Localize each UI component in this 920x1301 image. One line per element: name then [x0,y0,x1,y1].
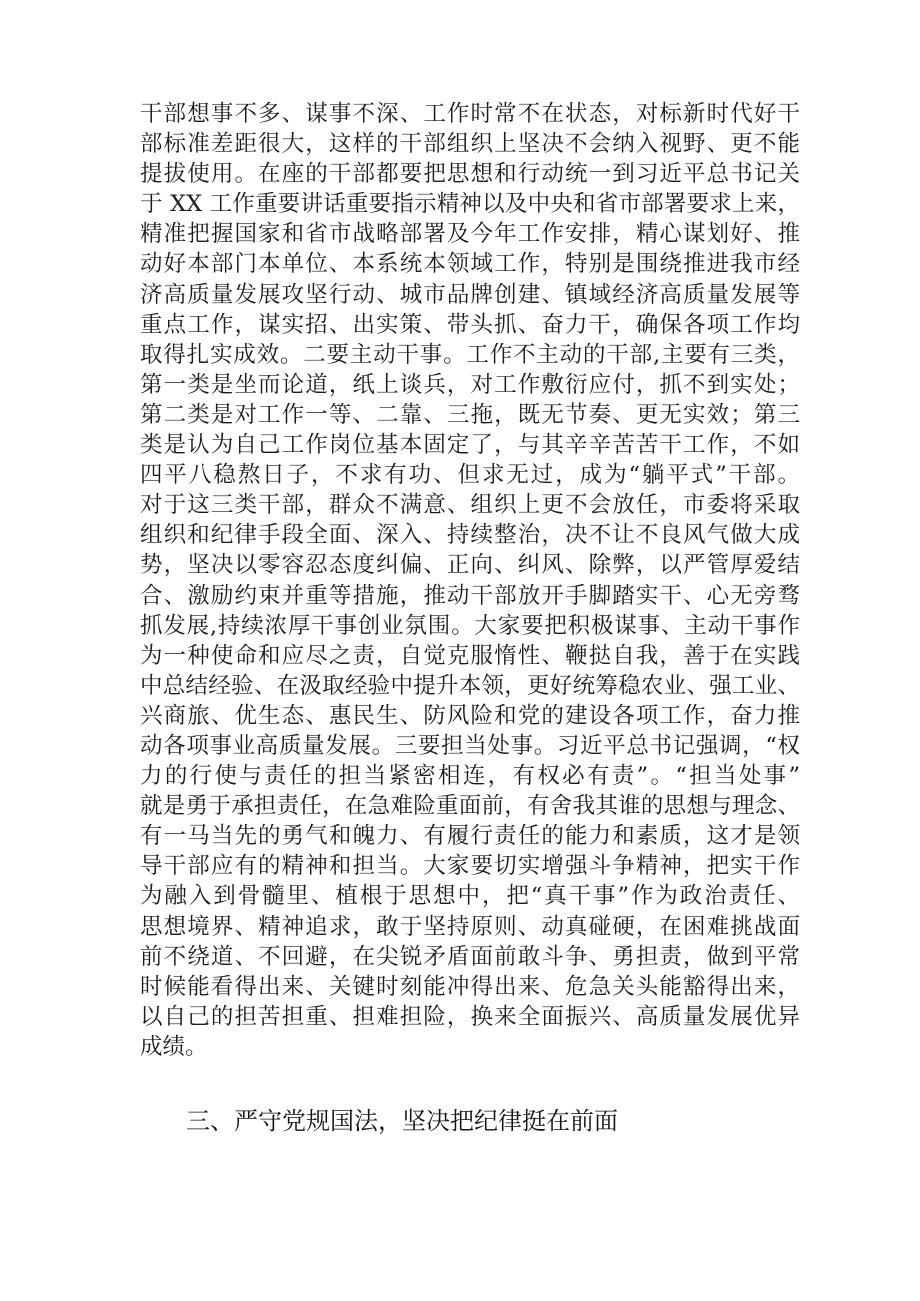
body-line: 济高质量发展攻坚行动、城市品牌创建、镇域经济高质量发展等 [140,281,800,308]
body-line: 组织和纪律手段全面、深入、持续整治，决不让不良风气做大成 [140,522,800,549]
body-line: 就是勇于承担责任，在急难险重面前，有舍我其谁的思想与理念、 [140,793,800,820]
body-line: 为融入到骨髓里、植根于思想中，把“真干事”作为政治责任、 [140,883,800,910]
body-line: 有一马当先的勇气和魄力、有履行责任的能力和素质，这才是领 [140,823,800,850]
body-line: 提拔使用。在座的干部都要把思想和行动统一到习近平总书记关 [140,161,800,188]
body-line: 力的行使与责任的担当紧密相连，有权必有责”。“担当处事” [140,763,800,790]
body-line: 重点工作，谋实招、出实策、带头抓、奋力干，确保各项工作均 [140,311,800,338]
body-line: 兴商旅、优生态、惠民生、防风险和党的建设各项工作，奋力推 [140,702,800,729]
body-line: 于 XX 工作重要讲话重要指示精神以及中央和省市部署要求上来， [140,191,800,218]
body-line: 前不绕道、不回避，在尖锐矛盾面前敢斗争、勇担责，做到平常 [140,943,800,970]
body-line: 部标准差距很大，这样的干部组织上坚决不会纳入视野、更不能 [140,131,800,158]
body-line: 成绩。 [140,1033,208,1060]
body-line: 思想境界、精神追求，敢于坚持原则、动真碰硬，在困难挑战面 [140,913,800,940]
body-line: 以自己的担苦担重、担难担险，换来全面振兴、高质量发展优异 [140,1003,800,1030]
body-line: 势，坚决以零容忍态度纠偏、正向、纠风、除弊，以严管厚爱结 [140,552,800,579]
body-line: 干部想事不多、谋事不深、工作时常不在状态，对标新时代好干 [140,101,800,127]
body-paragraph [140,99,800,1062]
body-line: 第二类是对工作一等、二靠、三拖，既无节奏、更无实效；第三 [140,401,800,428]
body-line: 对于这三类干部，群众不满意、组织上更不会放任，市委将采取 [140,492,800,519]
body-line: 四平八稳熬日子，不求有功、但求无过，成为“躺平式”干部。 [140,462,800,489]
body-line: 动各项事业高质量发展。三要担当处事。习近平总书记强调，“权 [140,732,800,759]
body-line: 中总结经验、在汲取经验中提升本领，更好统筹稳农业、强工业、 [140,672,800,699]
body-line: 精准把握国家和省市战略部署及今年工作安排，精心谋划好、推 [140,221,800,248]
body-line: 取得扎实成效。二要主动干事。工作不主动的干部,主要有三类， [140,341,800,368]
body-line: 合、激励约束并重等措施，推动干部放开手脚踏实干、心无旁骛 [140,582,800,609]
body-line: 导干部应有的精神和担当。大家要切实增强斗争精神，把实干作 [140,853,800,880]
body-line: 类是认为自己工作岗位基本固定了，与其辛辛苦苦干工作，不如 [140,432,800,459]
body-line: 抓发展,持续浓厚干事创业氛围。大家要把积极谋事、主动干事作 [140,612,800,639]
body-line: 时候能看得出来、关键时刻能冲得出来、危急关头能豁得出来， [140,973,800,1000]
body-line: 为一种使命和应尽之责，自觉克服惰性、鞭挞自我，善于在实践 [140,642,800,669]
section-heading: 三、严守党规国法，坚决把纪律挺在前面 [186,1107,618,1135]
body-line: 动好本部门本单位、本系统本领域工作，特别是围绕推进我市经 [140,251,800,278]
body-line: 第一类是坐而论道，纸上谈兵，对工作敷衍应付，抓不到实处； [140,371,800,398]
